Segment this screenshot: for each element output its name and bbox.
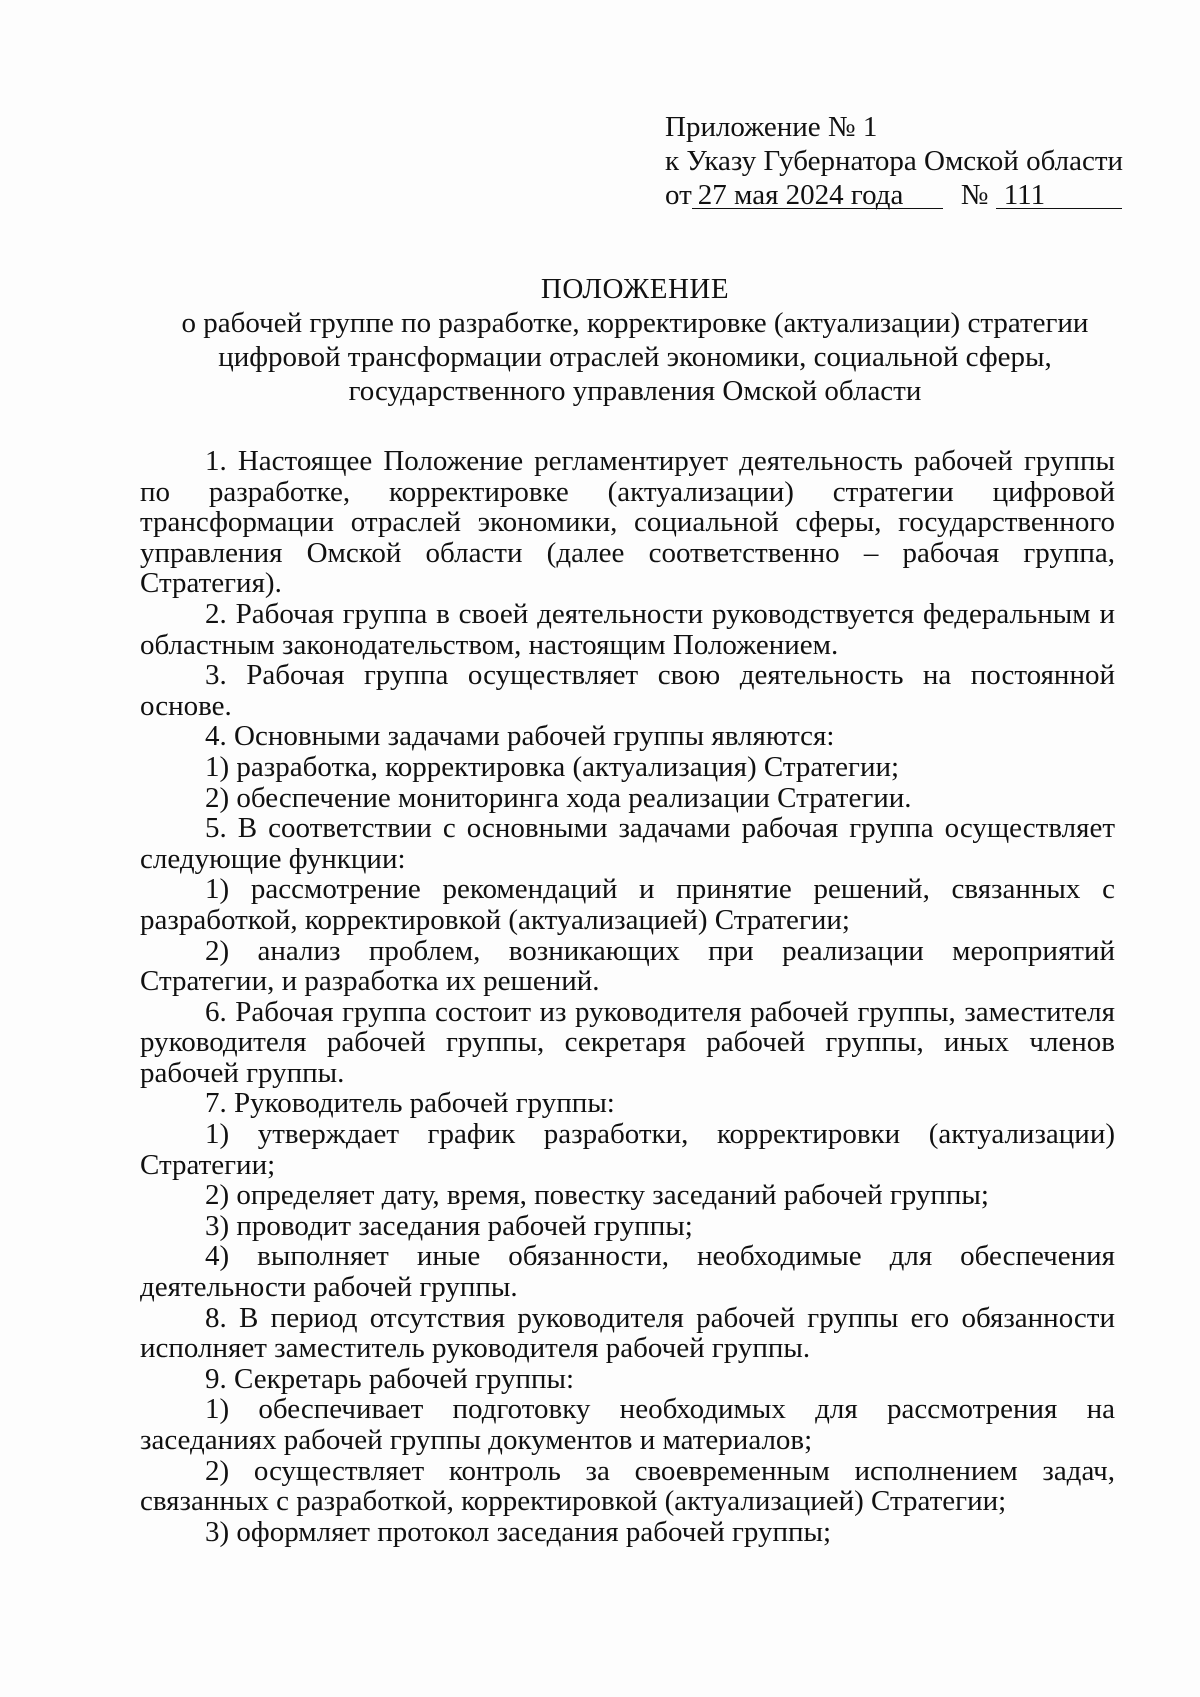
from-label: от xyxy=(665,179,692,211)
paragraph-8: 8. В период отсутствия руководителя рабочей группы его обязанности исполняет заместитель руководителя рабочей группы. xyxy=(140,1301,1115,1365)
paragraph-1: 1. Настоящее Положение регламентирует деятельность рабочей группы по разработке, корректировке (актуализации) стратегии цифровой трансформации отраслей экономики, социальной сферы, государственного управления Омской области (далее соответственно – рабочая группа, Стратегия). xyxy=(140,445,1115,600)
paragraph-7-item-3: 3) проводит заседания рабочей группы; xyxy=(205,1209,693,1242)
appendix-line-1: Приложение № 1 xyxy=(665,111,878,143)
document-title xyxy=(130,272,1140,408)
number-label: № xyxy=(960,179,989,211)
paragraph-7-item-1: 1) утверждает график разработки, корректировки (актуализации) Стратегии; xyxy=(140,1118,1115,1181)
document-body xyxy=(140,446,1115,1547)
appendix-line-2: к Указу Губернатора Омской области xyxy=(665,145,1124,177)
paragraph-2: 2. Рабочая группа в своей деятельности руководствуется федеральным и областным законодательством, настоящим Положением. xyxy=(140,597,1115,661)
paragraph-4: 4. Основными задачами рабочей группы являются: xyxy=(205,720,835,753)
paragraph-5-item-1: 1) рассмотрение рекомендаций и принятие решений, связанных с разработкой, корректировкой (актуализацией) Стратегии; xyxy=(140,873,1115,936)
title-subtitle-1: о рабочей группе по разработке, корректировке (актуализации) стратегии xyxy=(181,307,1089,339)
title-subtitle-3: государственного управления Омской области xyxy=(348,375,922,407)
paragraph-5: 5. В соответствии с основными задачами рабочая группа осуществляет следующие функции: xyxy=(140,812,1115,875)
paragraph-7-item-4: 4) выполняет иные обязанности, необходимые для обеспечения деятельности рабочей группы. xyxy=(140,1240,1115,1304)
title-subtitle-2: цифровой трансформации отраслей экономики, социальной сферы, xyxy=(218,341,1052,373)
paragraph-7-item-2: 2) определяет дату, время, повестку заседаний рабочей группы; xyxy=(205,1179,989,1212)
appendix-date-line xyxy=(665,178,1123,212)
paragraph-9-item-1: 1) обеспечивает подготовку необходимых для рассмотрения на заседаниях рабочей группы документов и материалов; xyxy=(140,1393,1115,1456)
paragraph-5-item-2: 2) анализ проблем, возникающих при реализации мероприятий Стратегии, и разработка их решений. xyxy=(140,934,1115,998)
paragraph-4-item-1: 1) разработка, корректировка (актуализация) Стратегии; xyxy=(205,750,900,783)
title-heading: ПОЛОЖЕНИЕ xyxy=(540,273,730,305)
paragraph-9-item-3: 3) оформляет протокол заседания рабочей группы; xyxy=(205,1515,832,1548)
paragraph-4-item-2: 2) обеспечение мониторинга хода реализации Стратегии. xyxy=(205,781,912,814)
paragraph-7: 7. Руководитель рабочей группы: xyxy=(205,1087,615,1120)
appendix-block xyxy=(665,110,1123,212)
paragraph-3: 3. Рабочая группа осуществляет свою деятельность на постоянной основе. xyxy=(140,659,1115,722)
decree-number: 111 xyxy=(996,182,1122,209)
paragraph-9-item-2: 2) осуществляет контроль за своевременным исполнением задач, связанных с разработкой, корректировкой (актуализацией) Стратегии; xyxy=(140,1454,1115,1518)
decree-date: 27 мая 2024 года xyxy=(692,182,943,209)
paragraph-9: 9. Секретарь рабочей группы: xyxy=(205,1362,575,1395)
paragraph-6: 6. Рабочая группа состоит из руководителя рабочей группы, заместителя руководителя рабочей группы, секретаря рабочей группы, иных членов рабочей группы. xyxy=(140,995,1115,1089)
